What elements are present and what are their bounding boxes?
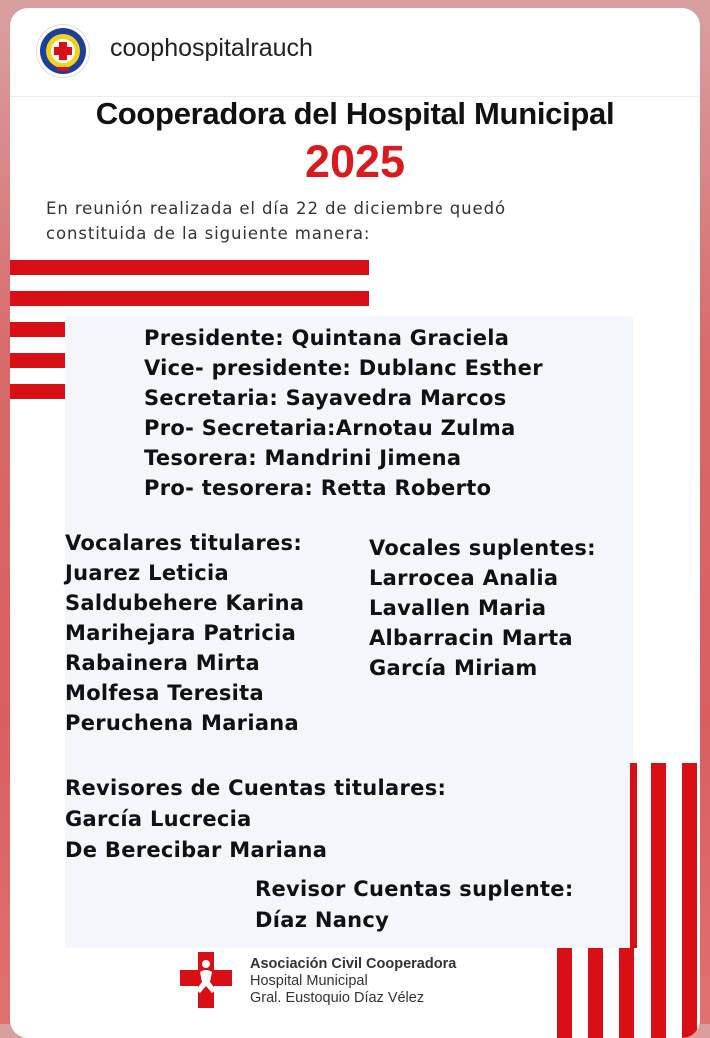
section-heading: Vocales suplentes: bbox=[369, 536, 596, 560]
decor-stripe bbox=[630, 763, 637, 948]
officer-line: Presidente: Quintana Graciela bbox=[144, 326, 510, 350]
flyer-title: Cooperadora del Hospital Municipal bbox=[95, 96, 615, 131]
decor-stripe bbox=[588, 948, 603, 1038]
member-name: Saldubehere Karina bbox=[65, 591, 305, 615]
member-name: Juarez Leticia bbox=[65, 561, 229, 585]
officer-line: Vice- presidente: Dublanc Esther bbox=[144, 356, 543, 380]
decor-stripe bbox=[10, 322, 65, 337]
footer-organization bbox=[250, 956, 456, 1007]
flyer-intro bbox=[46, 196, 666, 246]
post-header bbox=[10, 8, 700, 97]
footer-line-1: Asociación Civil Cooperadora bbox=[250, 956, 457, 972]
member-name: García Lucrecia bbox=[65, 807, 252, 831]
profile-avatar[interactable] bbox=[36, 24, 90, 78]
member-name: Molfesa Teresita bbox=[65, 681, 264, 705]
member-name: Lavallen Maria bbox=[369, 596, 547, 620]
footer-line-2: Hospital Municipal bbox=[250, 973, 368, 989]
member-name: Díaz Nancy bbox=[255, 908, 390, 932]
member-name: García Miriam bbox=[369, 656, 538, 680]
decor-stripe bbox=[10, 291, 369, 306]
decor-stripe bbox=[10, 353, 65, 368]
decor-stripe bbox=[557, 948, 572, 1038]
decor-stripe bbox=[682, 763, 697, 1038]
member-name: Rabainera Mirta bbox=[65, 651, 260, 675]
member-name: Peruchena Mariana bbox=[65, 711, 300, 735]
footer-line-3: Gral. Eustoquio Díaz Vélez bbox=[250, 990, 425, 1006]
section-heading: Vocalares titulares: bbox=[65, 531, 303, 555]
hospital-cross-logo-icon bbox=[178, 950, 234, 1010]
cooperadora-logo-icon bbox=[37, 25, 89, 77]
officer-line: Secretaria: Sayavedra Marcos bbox=[144, 386, 507, 410]
officer-line: Tesorera: Mandrini Jimena bbox=[144, 446, 462, 470]
decor-stripe bbox=[651, 763, 666, 1038]
officer-line: Pro- Secretaria:Arnotau Zulma bbox=[144, 416, 516, 440]
section-heading: Revisores de Cuentas titulares: bbox=[65, 776, 447, 800]
decor-stripe bbox=[619, 948, 634, 1038]
flyer-year: 2025 bbox=[304, 136, 406, 187]
member-name: De Berecibar Mariana bbox=[65, 838, 328, 862]
intro-line-2: constituida de la siguiente manera: bbox=[46, 224, 371, 243]
decor-stripe bbox=[10, 384, 65, 399]
officer-line: Pro- tesorera: Retta Roberto bbox=[144, 476, 492, 500]
instagram-post-card bbox=[10, 8, 700, 1038]
section-heading: Revisor Cuentas suplente: bbox=[255, 877, 574, 901]
member-name: Larrocea Analia bbox=[369, 566, 559, 590]
member-name: Albarracin Marta bbox=[369, 626, 573, 650]
decor-stripe bbox=[10, 260, 369, 275]
member-name: Marihejara Patricia bbox=[65, 621, 297, 645]
intro-line-1: En reunión realizada el día 22 de diciembre quedó bbox=[46, 199, 506, 218]
post-username[interactable]: coophospitalrauch bbox=[110, 34, 313, 62]
